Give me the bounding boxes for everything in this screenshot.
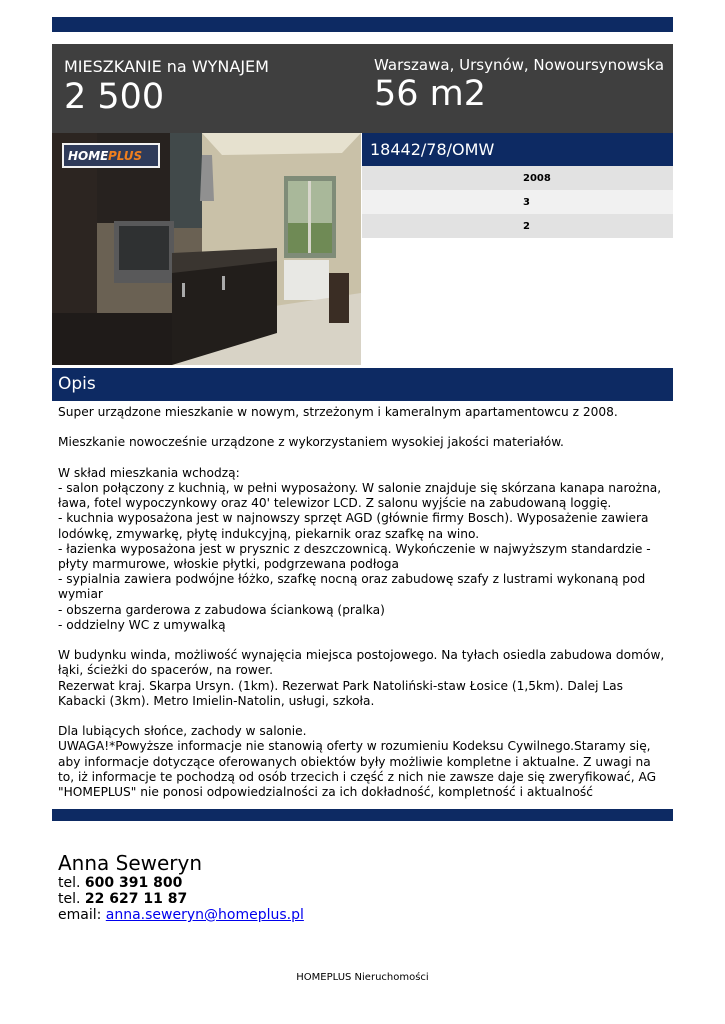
listing-price: 2 500: [64, 77, 165, 117]
listing-area: 56 m2: [374, 74, 487, 114]
tel-label: tel.: [58, 891, 81, 907]
description-section-bar: [52, 368, 673, 401]
top-banner-bar: [52, 17, 673, 32]
logo-home-text: HOME: [68, 149, 109, 163]
email-line: [58, 907, 304, 923]
info-row: [362, 214, 673, 238]
info-value: 2: [523, 221, 530, 232]
info-row: [362, 166, 673, 190]
property-photo: [52, 133, 361, 365]
reference-bar: [362, 133, 673, 166]
logo-plus-text: PLUS: [108, 149, 143, 163]
phone-number-2: 22 627 11 87: [84, 891, 188, 907]
email-label: email:: [58, 907, 102, 923]
listing-type: MIESZKANIE na WYNAJEM: [64, 57, 269, 76]
agent-name: Anna Seweryn: [58, 851, 203, 875]
tel-label: tel.: [58, 875, 81, 891]
info-row: [362, 190, 673, 214]
description-text: Super urządzone mieszkanie w nowym, strzeżonym i kameralnym apartamentowcu z 2008. Mieszkanie nowocześnie urządzone z wykorzystaniem wysokiej jakości materiałów. W skład mieszkania wchodzą: - salon połączony z kuchnią, w pełni wyposażony. W salonie znajduje się skórzana kanapa narożna, ława, fotel wypoczynkowy oraz 40' telewizor LCD. Z salonu wyjście na zabudowaną loggię. - kuchnia wyposażona jest w najnowszy sprzęt AGD (głównie firmy Bosch). Wyposażenie zawiera lodówkę, zmywarkę, płytę indukcyjną, piekarnik oraz szafkę na wino. - łazienka wyposażona jest w prysznic z deszczownicą. Wykończenie w najwyższym standardzie - płyty marmurowe, włoskie płytki, podgrzewana podłoga - sypialnia zawiera podwójne łóżko, szafkę nocną oraz zabudowę szafy z lustrami wykonaną pod wymiar - obszerna garderowa z zabudowa ściankową (pralka) - oddzielny WC z umywalką W budynku winda, możliwość wynajęcia miejsca postojowego. Na tyłach osiedla zabudowa domów, łąki, ścieżki do spacerów, na rower. Rezerwat kraj. Skarpa Ursyn. (1km). Rezerwat Park Natoliński-staw Łosice (1,5km). Dalej Las Kabacki (3km). Metro Imielin-Natolin, usługi, szkoła. Dla lubiących słońce, zachody w salonie. UWAGA!*Powyższe informacje nie stanowią oferty w rozumieniu Kodeksu Cywilnego.Staramy się, aby informacje dotyczące oferowanych obiektów były możliwie kompletne i aktualne. Z uwagi na to, iż informacje te pochodzą od osób trzecich i część z nich nie zawsze daje się zweryfikować, AG "HOMEPLUS" nie ponosi odpowiedzialności za ich dokładność, kompletność i aktualność: [58, 405, 665, 800]
email-link[interactable]: anna.seweryn@homeplus.pl: [105, 907, 304, 923]
phone-line-2: [58, 891, 187, 907]
info-value: 2008: [523, 173, 551, 184]
listing-header: [52, 44, 673, 133]
bottom-banner-bar: [52, 809, 673, 821]
phone-line-1: [58, 875, 182, 891]
info-value: 3: [523, 197, 530, 208]
phone-number-1: 600 391 800: [84, 875, 183, 891]
section-title: Opis: [58, 374, 96, 394]
page-footer: HOMEPLUS Nieruchomości: [296, 972, 429, 983]
listing-location: Warszawa, Ursynów, Nowoursynowska: [374, 56, 665, 74]
reference-number: 18442/78/OMW: [370, 140, 495, 159]
